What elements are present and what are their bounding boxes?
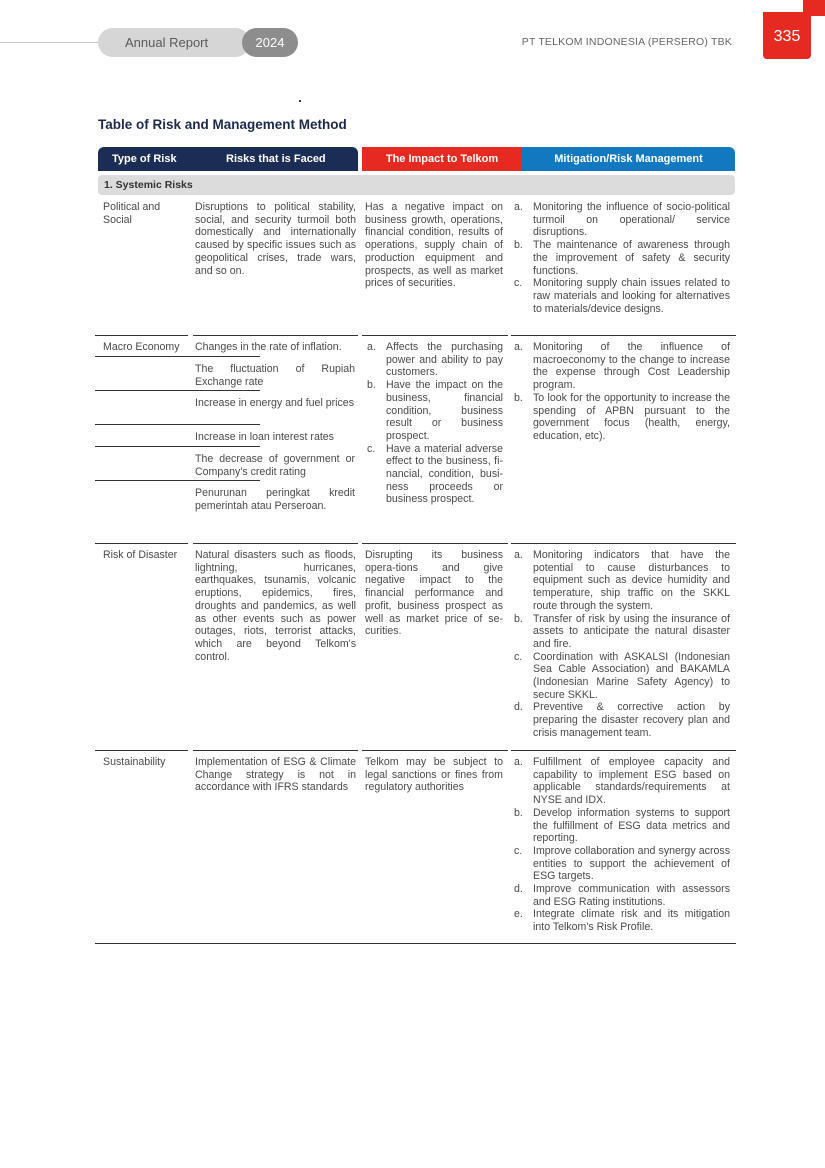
- list-item: c. Improve collaboration and synergy across entities to support the achievement of ESG targets.: [514, 844, 730, 883]
- row-divider: [362, 750, 508, 751]
- row-divider: [95, 750, 188, 751]
- risk-mitigation: [512, 341, 730, 443]
- list-item: b. Develop information systems to support the fulfillment of ESG data metrics and reporting.: [514, 806, 730, 845]
- row-divider: [95, 335, 188, 336]
- risk-impact: Disrupting its business opera-tions and give negative impact to the financial performance and profit, business prospect as well as market price of se-curities.: [365, 549, 503, 638]
- risk-mitigation: [512, 549, 730, 740]
- list-item: b. To look for the opportunity to increase the spending of APBN pursuant to the government focus (health, energy, education, etc).: [514, 391, 730, 442]
- section-heading: 1. Systemic Risks: [98, 175, 735, 195]
- annual-report-label: Annual Report: [98, 28, 250, 57]
- col-mitigation: Mitigation/Risk Management: [522, 147, 735, 171]
- sub-divider: [95, 480, 260, 481]
- risk-type: Sustainability: [103, 756, 166, 768]
- table-header-left: [98, 147, 358, 171]
- risk-faced: Disruptions to political stability, social, and security turmoil both domestically and internationally caused by specific issues such as geopolitical crises, trade wars, and so on.: [195, 201, 356, 277]
- col-risks-faced: Risks that is Faced: [226, 153, 326, 165]
- list-item: d. Improve communication with assessors and ESG Rating institutions.: [514, 883, 730, 908]
- row-divider: [193, 543, 358, 544]
- list-item: b. Have the impact on the business, financial condition, business result or business prospect.: [367, 379, 503, 442]
- sub-divider: [95, 390, 260, 391]
- row-divider: [362, 543, 508, 544]
- faced-item: Changes in the rate of inflation.: [195, 341, 342, 353]
- list-item: b. The maintenance of awareness through the improvement of safety & security functions.: [514, 239, 730, 277]
- list-item: c. Have a material adverse effect to the business, fi-nancial, condition, busi-ness proceeds or business prospect.: [367, 442, 503, 506]
- risk-mitigation: [512, 201, 730, 315]
- list-item: b. Transfer of risk by using the insurance of assets to anticipate the natural disaster and fire.: [514, 612, 730, 650]
- report-year: 2024: [242, 28, 298, 57]
- risk-type: Risk of Disaster: [103, 549, 178, 561]
- risk-mitigation: [512, 756, 730, 934]
- list-item: e. Integrate climate risk and its mitigation into Telkom's Risk Profile.: [514, 908, 730, 934]
- risk-faced: Implementation of ESG & Climate Change strategy is not in accordance with IFRS standards: [195, 756, 356, 794]
- list-item: a. Fulfillment of employee capacity and capability to implement ESG based on applicable standards/requirements at NYSE and IDX.: [514, 756, 730, 807]
- row-divider: [193, 750, 358, 751]
- company-name: PT TELKOM INDONESIA (PERSERO) TBK: [521, 36, 732, 48]
- list-item: a. Affects the purchasing power and ability to pay customers.: [367, 341, 503, 379]
- faced-item: Increase in loan interest rates: [195, 431, 334, 443]
- col-impact: The Impact to Telkom: [362, 147, 522, 171]
- list-item: c. Monitoring supply chain issues related to raw materials and looking for alternatives to materials/device designs.: [514, 277, 730, 315]
- risk-faced: Natural disasters such as floods, lightning, hurricanes, earthquakes, tsunamis, volcanic eruptions, epidemics, fires, droughts and pandemics, as well as other events such as power outages, riots, terrorist attacks, which are beyond Telkom's control.: [195, 549, 356, 663]
- row-divider: [193, 335, 358, 336]
- risk-type: Political and Social: [103, 201, 161, 226]
- page-number: 335: [763, 12, 811, 59]
- header-rule: [0, 42, 105, 43]
- col-type-of-risk: Type of Risk: [112, 153, 177, 165]
- stray-dot: [299, 100, 301, 102]
- faced-item: The fluctuation of Rupiah Exchange rate: [195, 363, 355, 388]
- row-divider: [511, 750, 736, 751]
- sub-divider: [95, 356, 260, 357]
- row-divider: [362, 335, 508, 336]
- row-divider: [511, 335, 736, 336]
- sub-divider: [95, 446, 260, 447]
- list-item: a. Monitoring the influence of socio-political turmoil on operational/ service disruptions.: [514, 201, 730, 239]
- list-item: c. Coordination with ASKALSI (Indonesian Sea Cable Association) and BAKAMLA (Indonesian Marine Safety Agency) to secure SKKL.: [514, 650, 730, 701]
- faced-item: Penurunan peringkat kredit pemerintah atau Perseroan.: [195, 487, 355, 512]
- row-divider: [511, 543, 736, 544]
- list-item: d. Preventive & corrective action by preparing the disaster recovery plan and crisis management team.: [514, 701, 730, 739]
- faced-item: Increase in energy and fuel prices: [195, 397, 354, 409]
- faced-item: The decrease of government or Company's credit rating: [195, 453, 355, 478]
- risk-impact: Telkom may be subject to legal sanctions or fines from regulatory authorities: [365, 756, 503, 794]
- list-item: a. Monitoring of the influence of macroeconomy to the change to increase the expense through Cost Leadership program.: [514, 341, 730, 392]
- list-item: a. Monitoring indicators that have the potential to cause disturbances to equipment such as device humidity and temperature, ship traffic on the SKKL route through the system.: [514, 549, 730, 612]
- page-title: Table of Risk and Management Method: [98, 117, 347, 132]
- risk-type: Macro Economy: [103, 341, 180, 353]
- risk-impact: Has a negative impact on business growth, operations, financial condition, results of operations, supply chain of production equipment and prospects, as well as market prices of securities.: [365, 201, 503, 290]
- risk-impact: [365, 341, 503, 506]
- table-bottom-rule: [95, 943, 736, 944]
- row-divider: [95, 543, 188, 544]
- sub-divider: [95, 424, 260, 425]
